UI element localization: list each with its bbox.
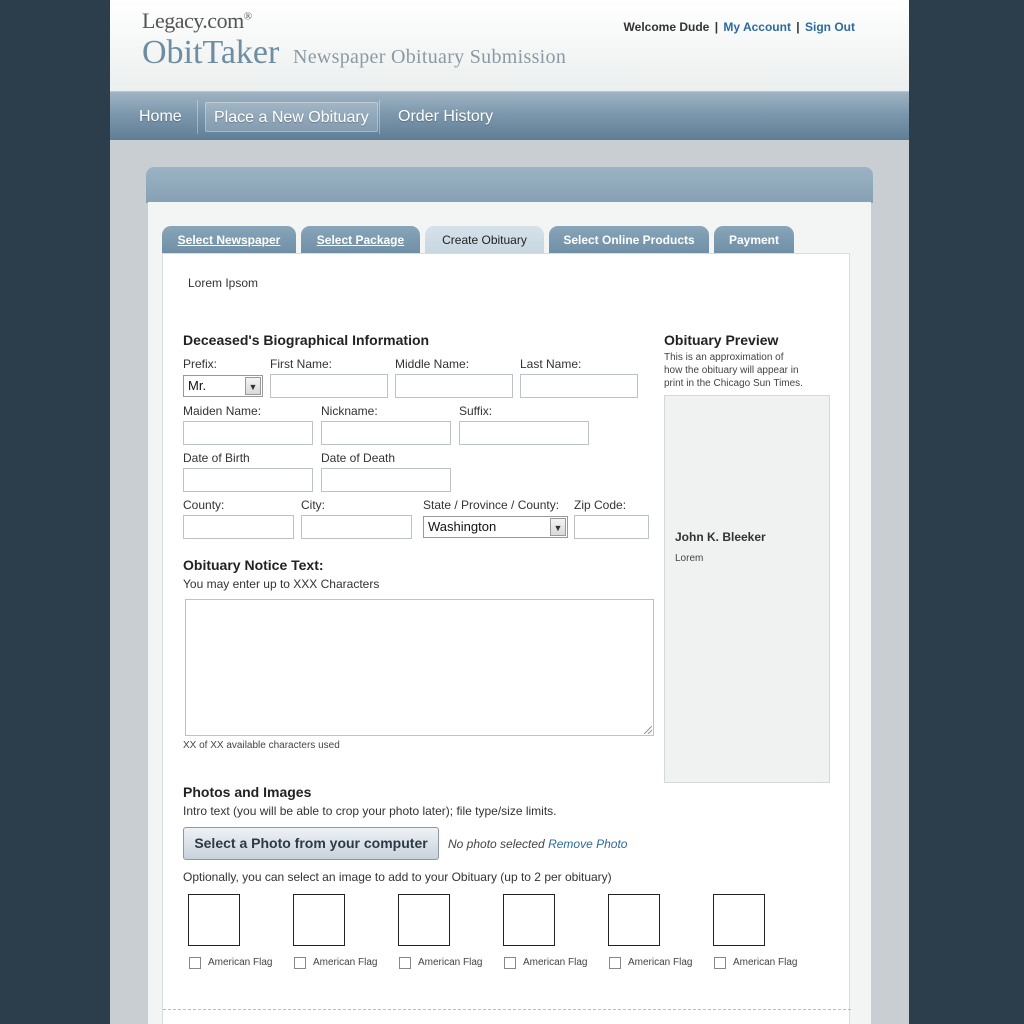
tab-label: Create Obituary <box>442 233 527 247</box>
optional-images-text: Optionally, you can select an image to add to your Obituary (up to 2 per obituary) <box>183 870 612 884</box>
nav-divider <box>197 100 198 134</box>
notice-hint: You may enter up to XXX Characters <box>183 577 380 591</box>
nav-place-obituary[interactable]: Place a New Obituary <box>205 102 378 132</box>
dod-label: Date of Death <box>321 451 396 465</box>
image-option-label: American Flag <box>313 957 378 968</box>
my-account-link[interactable]: My Account <box>723 20 791 34</box>
nav-order-history[interactable]: Order History <box>398 108 494 125</box>
image-option-label: American Flag <box>523 957 588 968</box>
city-field[interactable] <box>301 515 412 539</box>
chevron-down-icon: ▼ <box>550 518 566 536</box>
obituary-text-area[interactable] <box>185 599 654 736</box>
image-option-label: American Flag <box>733 957 798 968</box>
resize-grip-icon[interactable] <box>644 726 652 734</box>
photos-heading: Photos and Images <box>183 784 312 800</box>
site-header <box>110 0 909 91</box>
middle-name-label: Middle Name: <box>395 357 470 371</box>
prefix-select[interactable] <box>183 375 263 397</box>
preview-name: John K. Bleeker <box>675 530 766 544</box>
city-label: City: <box>301 498 325 512</box>
preview-description-line: how the obituary will appear in <box>664 365 799 376</box>
image-option-thumbnail[interactable] <box>503 894 555 946</box>
first-name-label: First Name: <box>270 357 333 371</box>
chevron-down-icon: ▼ <box>245 377 261 395</box>
image-option-checkbox[interactable] <box>504 957 516 969</box>
obittaker-logo: ObitTaker <box>142 34 280 71</box>
last-name-field[interactable] <box>520 374 638 398</box>
tab-label: Payment <box>728 233 780 247</box>
maiden-name-field[interactable] <box>183 421 313 445</box>
main-nav <box>110 91 909 140</box>
tab-select-package[interactable] <box>301 226 420 254</box>
image-option-thumbnail[interactable] <box>188 894 240 946</box>
photo-status-text: No photo selected <box>448 837 545 851</box>
nickname-field[interactable] <box>321 421 451 445</box>
image-option-thumbnail[interactable] <box>293 894 345 946</box>
sign-out-link[interactable]: Sign Out <box>805 20 855 34</box>
bio-heading: Deceased's Biographical Information <box>183 332 430 348</box>
character-counter: XX of XX available characters used <box>183 740 340 751</box>
select-photo-button[interactable]: Select a Photo from your computer <box>183 827 439 860</box>
image-option-checkbox[interactable] <box>189 957 201 969</box>
suffix-field[interactable] <box>459 421 589 445</box>
image-option-label: American Flag <box>418 957 483 968</box>
registered-mark: ® <box>243 10 252 23</box>
tab-select-newspaper[interactable] <box>162 226 296 254</box>
image-option-thumbnail[interactable] <box>398 894 450 946</box>
user-bar-separator: | <box>714 20 719 34</box>
create-obituary-panel <box>162 253 850 1024</box>
tab-label: Select Newspaper <box>177 233 281 247</box>
tab-select-online-products[interactable] <box>549 226 709 254</box>
image-option-label: American Flag <box>628 957 693 968</box>
zip-field[interactable] <box>574 515 649 539</box>
photo-status <box>448 837 627 851</box>
last-name-label: Last Name: <box>520 357 582 371</box>
image-option-checkbox[interactable] <box>294 957 306 969</box>
suffix-label: Suffix: <box>459 404 493 418</box>
tab-label: Select Package <box>316 233 405 247</box>
intro-text: Lorem Ipsom <box>188 276 259 290</box>
tab-payment[interactable] <box>714 226 794 254</box>
site-subtitle: Newspaper Obituary Submission <box>293 46 567 68</box>
county-label: County: <box>183 498 225 512</box>
tab-label: Select Online Products <box>563 233 695 247</box>
notice-heading: Obituary Notice Text: <box>183 557 324 573</box>
dod-field[interactable] <box>321 468 451 492</box>
image-option-checkbox[interactable] <box>609 957 621 969</box>
tab-create-obituary[interactable] <box>425 226 544 254</box>
prefix-select-value: Mr. <box>188 378 207 393</box>
image-option-checkbox[interactable] <box>399 957 411 969</box>
nav-divider <box>379 100 380 134</box>
photos-intro: Intro text (you will be able to crop your photo later); file type/size limits. <box>183 804 557 818</box>
image-option-label: American Flag <box>208 957 273 968</box>
preview-heading: Obituary Preview <box>664 332 779 348</box>
preview-description-line: This is an approximation of <box>664 352 784 363</box>
first-name-field[interactable] <box>270 374 388 398</box>
nickname-label: Nickname: <box>321 404 378 418</box>
remove-photo-link[interactable]: Remove Photo <box>548 837 628 851</box>
content-card <box>148 202 871 1024</box>
state-label: State / Province / County: <box>423 498 560 512</box>
state-select[interactable] <box>423 516 568 538</box>
image-option-thumbnail[interactable] <box>608 894 660 946</box>
user-bar-separator: | <box>796 20 800 34</box>
dob-field[interactable] <box>183 468 313 492</box>
preview-body: Lorem <box>675 553 704 564</box>
page-wrapper <box>110 0 909 1024</box>
zip-label: Zip Code: <box>574 498 627 512</box>
nav-home[interactable]: Home <box>139 108 182 125</box>
legacy-logo[interactable] <box>142 8 252 34</box>
county-field[interactable] <box>183 515 294 539</box>
image-option-checkbox[interactable] <box>714 957 726 969</box>
maiden-name-label: Maiden Name: <box>183 404 262 418</box>
user-bar <box>624 20 855 34</box>
obituary-preview-box <box>664 395 830 783</box>
section-divider <box>163 1009 851 1010</box>
state-select-value: Washington <box>428 519 497 534</box>
legacy-logo-text: Legacy.com <box>142 8 244 33</box>
dob-label: Date of Birth <box>183 451 250 465</box>
prefix-label: Prefix: <box>183 357 218 371</box>
preview-description-line: print in the Chicago Sun Times. <box>664 378 803 389</box>
card-header-bar <box>146 167 873 203</box>
image-option-thumbnail[interactable] <box>713 894 765 946</box>
middle-name-field[interactable] <box>395 374 513 398</box>
welcome-text: Welcome Dude <box>623 20 710 34</box>
